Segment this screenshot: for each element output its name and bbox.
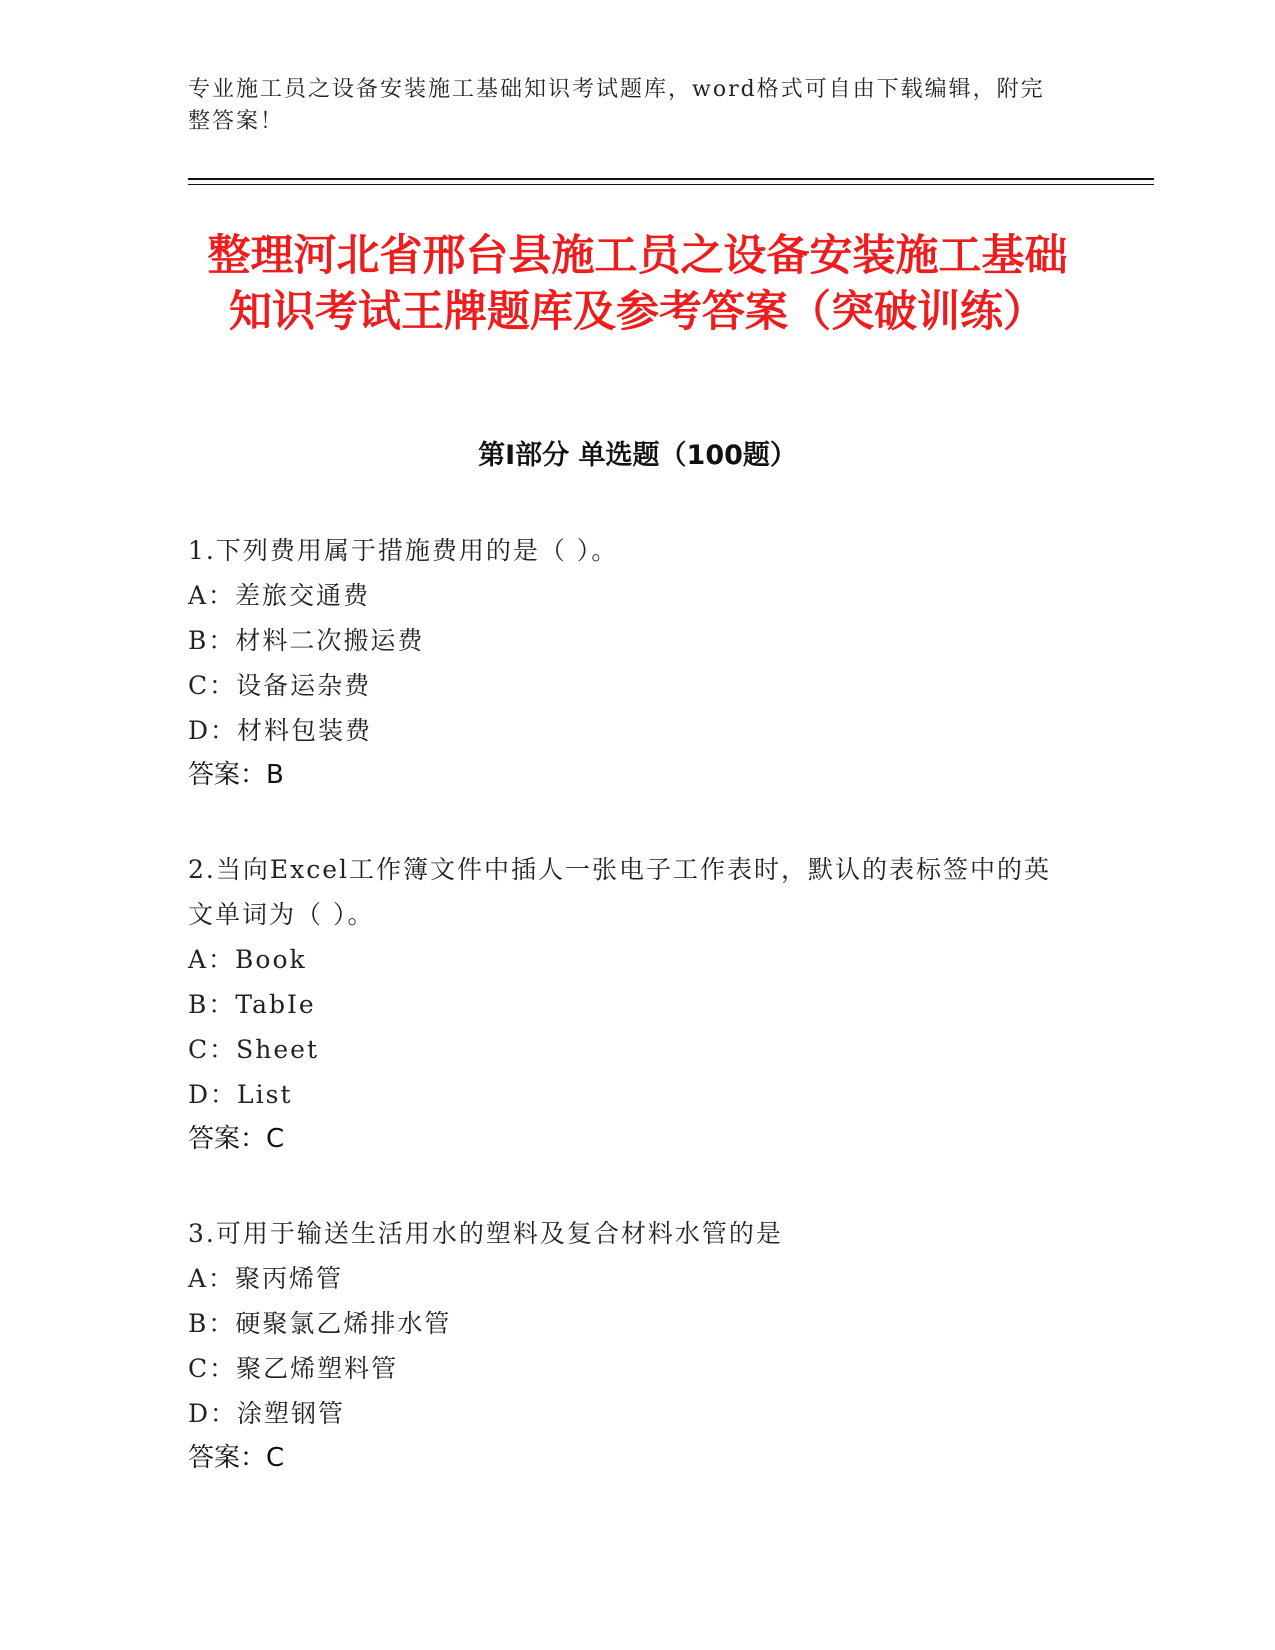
option-c: C：Sheet bbox=[188, 1035, 319, 1064]
option-d: D：List bbox=[188, 1080, 293, 1109]
question-text: 1.下列费用属于措施费用的是（ ）。 bbox=[188, 536, 619, 565]
option-d: D：涂塑钢管 bbox=[188, 1399, 346, 1428]
option-c: C：聚乙烯塑料管 bbox=[188, 1354, 399, 1383]
answer: 答案：C bbox=[188, 1124, 285, 1154]
option-c: C：设备运杂费 bbox=[188, 671, 372, 700]
question-3 bbox=[188, 1211, 1068, 1481]
option-a: A：Book bbox=[188, 945, 307, 974]
option-a: A：差旅交通费 bbox=[188, 581, 371, 610]
question-1 bbox=[188, 528, 1068, 798]
section-heading: 第Ⅰ部分 单选题（100题） bbox=[478, 440, 797, 471]
header-rule-thick bbox=[188, 178, 1154, 180]
answer: 答案：C bbox=[188, 1443, 285, 1473]
answer: 答案：B bbox=[188, 760, 284, 790]
option-b: B：材料二次搬运费 bbox=[188, 626, 425, 655]
question-text: 2.当向Excel工作簿文件中插人一张电子工作表时，默认的表标签中的英文单词为（ ）。 bbox=[188, 855, 1051, 929]
option-b: B：TabIe bbox=[188, 990, 316, 1019]
question-2 bbox=[188, 847, 1068, 1162]
option-a: A：聚丙烯管 bbox=[188, 1264, 344, 1293]
header-note: 专业施工员之设备安装施工基础知识考试题库，word格式可自由下载编辑，附完整答案！ bbox=[188, 77, 1045, 134]
option-d: D：材料包装费 bbox=[188, 716, 373, 745]
document-title: 整理河北省邢台县施工员之设备安装施工基础知识考试王牌题库及参考答案（突破训练） bbox=[207, 231, 1068, 337]
question-text: 3.可用于输送生活用水的塑料及复合材料水管的是 bbox=[188, 1219, 783, 1248]
header-rule-thin bbox=[188, 184, 1154, 185]
option-b: B：硬聚氯乙烯排水管 bbox=[188, 1309, 452, 1338]
